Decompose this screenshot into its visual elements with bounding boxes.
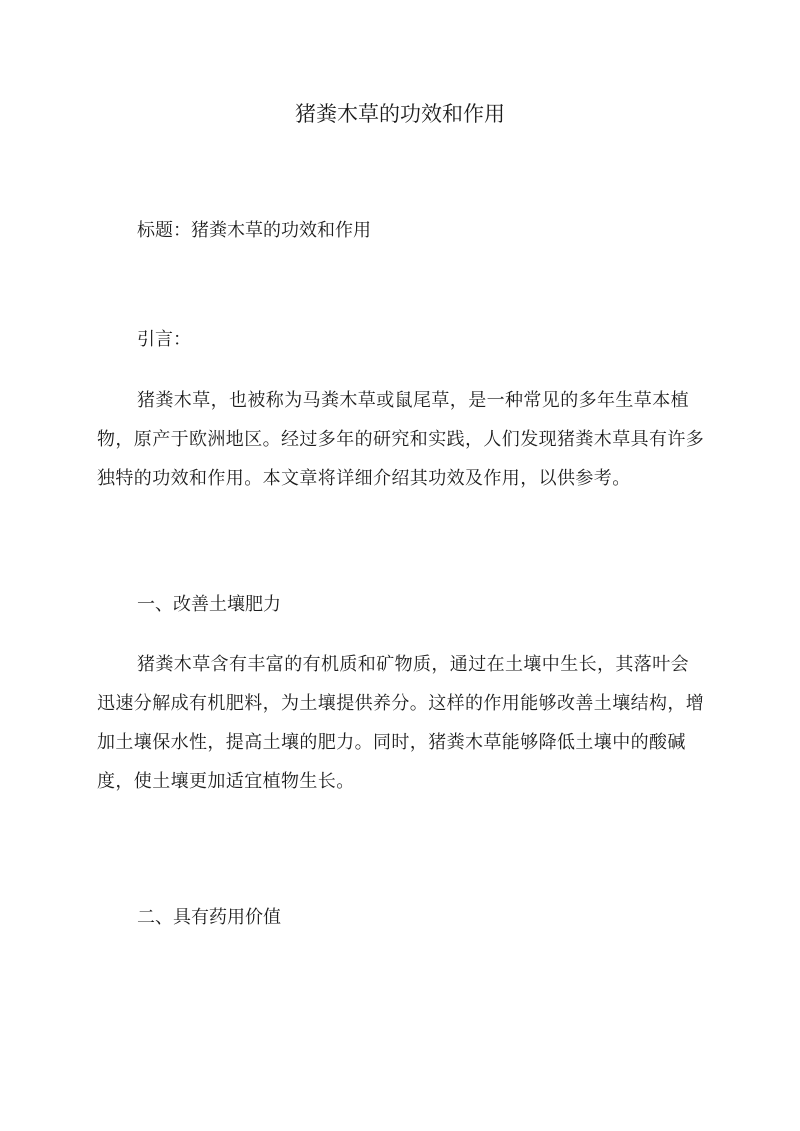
section-paragraph-1: 猪粪木草含有丰富的有机质和矿物质，通过在土壤中生长，其落叶会迅速分解成有机肥料，为土壤提供养分。这样的作用能够改善土壤结构，增加土壤保水性，提高土壤的肥力。同时，猪粪木草能够降低土壤中的酸碱度，使土壤更加适宜植物生长。 [97,654,705,792]
section-heading-1: 一、改善土壤肥力 [137,594,281,615]
subject-line: 标题：猪粪木草的功效和作用 [137,220,371,241]
intro-paragraph: 猪粪木草，也被称为马粪木草或鼠尾草，是一种常见的多年生草本植物，原产于欧洲地区。经过多年的研究和实践，人们发现猪粪木草具有许多独特的功效和作用。本文章将详细介绍其功效及作用，以供参考。 [97,390,705,489]
section-heading-2: 二、具有药用价值 [137,907,281,928]
document-title: 猪粪木草的功效和作用 [295,102,505,126]
intro-heading: 引言： [137,329,191,350]
